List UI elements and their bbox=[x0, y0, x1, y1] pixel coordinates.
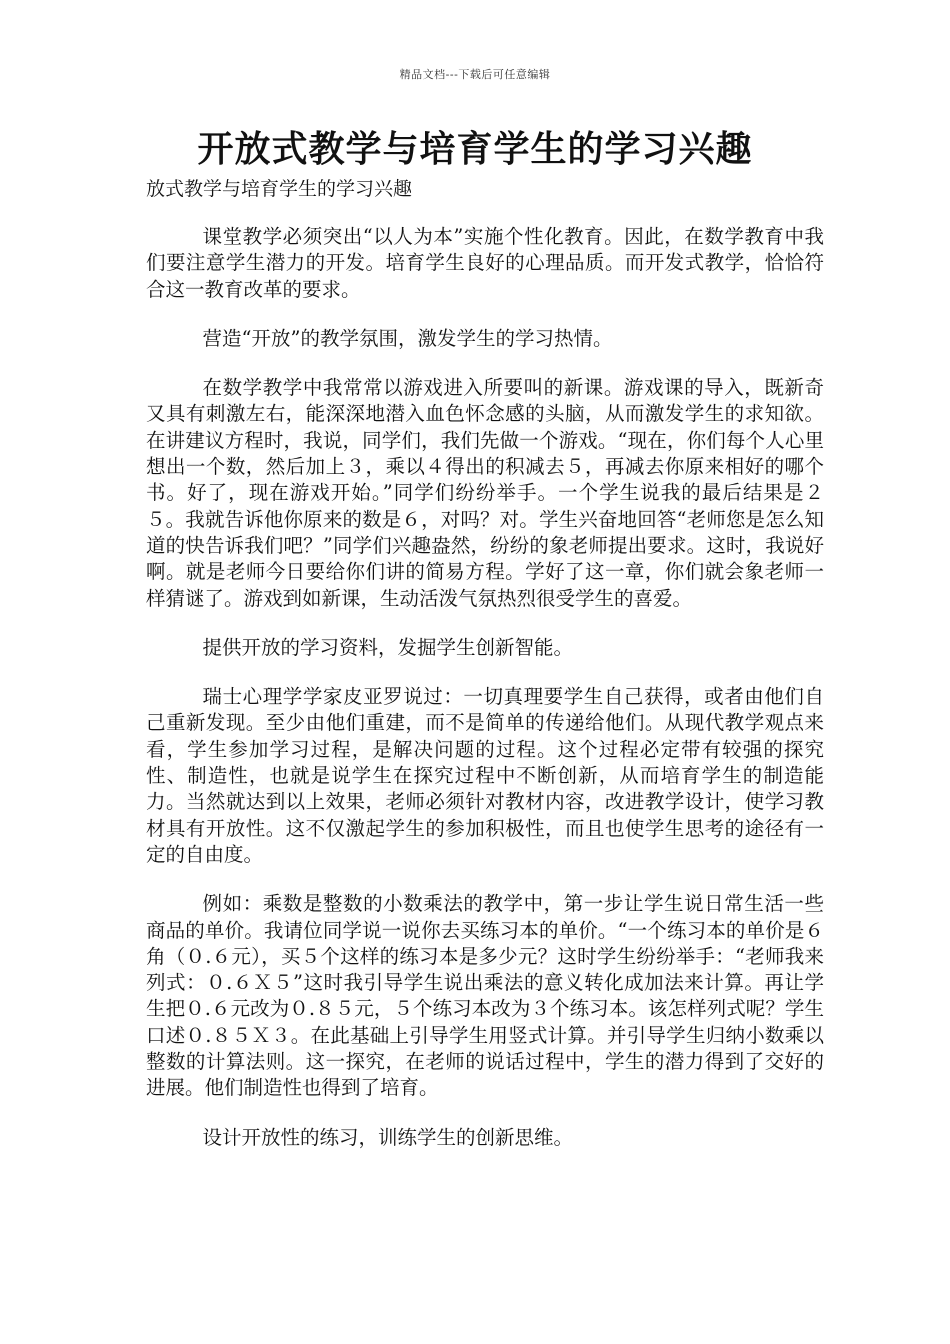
document-title: 开放式教学与培育学生的学习兴趣 bbox=[197, 128, 753, 170]
section-heading-open-materials: 提供开放的学习资料，发掘学生创新智能。 bbox=[202, 635, 574, 659]
header-note: 精品文档---下载后可任意编辑 bbox=[399, 68, 551, 81]
section-heading-open-exercises: 设计开放性的练习，训练学生的创新思维。 bbox=[202, 1125, 574, 1149]
paragraph-intro: 课堂教学必须突出“以人为本”实施个性化教育。因此，在数学教育中我们要注意学生潜力的开发。培育学生良好的心理品质。而开发式教学，恰恰符合这一教育改革的要求。 bbox=[146, 225, 824, 301]
paragraph-decimal-example: 例如：乘数是整数的小数乘法的教学中，第一步让学生说日常生活一些商品的单价。我请位同学说一说你去买练习本的单价。“一个练习本的单价是６角（０.６元），买５个这样的练习本是多少元？这时学生纷纷举手：“老师我来列式：０.６Ｘ５”这时我引导学生说出乘法的意义转化成加法来计算。再让学生把０.６元改为０.８５元，５个练习本改为３个练习本。该怎样列式呢？学生口述０.８５Ｘ３。在此基础上引导学生用竖式计算。并引导学生归纳小数乘以整数的计算法则。这一探究，在老师的说话过程中，学生的潜力得到了交好的进展。他们制造性也得到了培育。 bbox=[146, 892, 824, 1100]
section-heading-open-atmosphere: 营造“开放”的教学氛围，激发学生的学习热情。 bbox=[202, 326, 613, 350]
paragraph-piaget-quote: 瑞士心理学学家皮亚罗说过：一切真理要学生自己获得，或者由他们自己重新发现。至少由他们重建，而不是简单的传递给他们。从现代教学观点来看，学生参加学习过程，是解决问题的过程。这个过程必定带有较强的探究性、制造性，也就是说学生在探究过程中不断创新，从而培育学生的制造能力。当然就达到以上效果，老师必须针对教材内容，改进教学设计，使学习教材具有开放性。这不仅激起学生的参加积极性，而且也使学生思考的途径有一定的自由度。 bbox=[146, 685, 824, 866]
document-subtitle: 放式教学与培育学生的学习兴趣 bbox=[146, 178, 413, 200]
paragraph-game-example: 在数学教学中我常常以游戏进入所要叫的新课。游戏课的导入，既新奇又具有刺激左右，能深深地潜入血色怀念感的头脑，从而激发学生的求知欲。在讲建议方程时，我说，同学们，我们先做一个游戏。“现在，你们每个人心里想出一个数，然后加上３，乘以４得出的积减去５，再减去你原来相好的哪个书。好了，现在游戏开始。”同学们纷纷举手。一个学生说我的最后结果是２５。我就告诉他你原来的数是６，对吗？对。学生兴奋地回答“老师您是怎么知道的快告诉我们吧？”同学们兴趣盎然，纷纷的象老师提出要求。这时，我说好啊。就是老师今日要给你们讲的简易方程。学好了这一章，你们就会象老师一样猜谜了。游戏到如新课，生动活泼气氛热烈很受学生的喜爱。 bbox=[146, 376, 824, 610]
document-body bbox=[146, 224, 824, 1174]
